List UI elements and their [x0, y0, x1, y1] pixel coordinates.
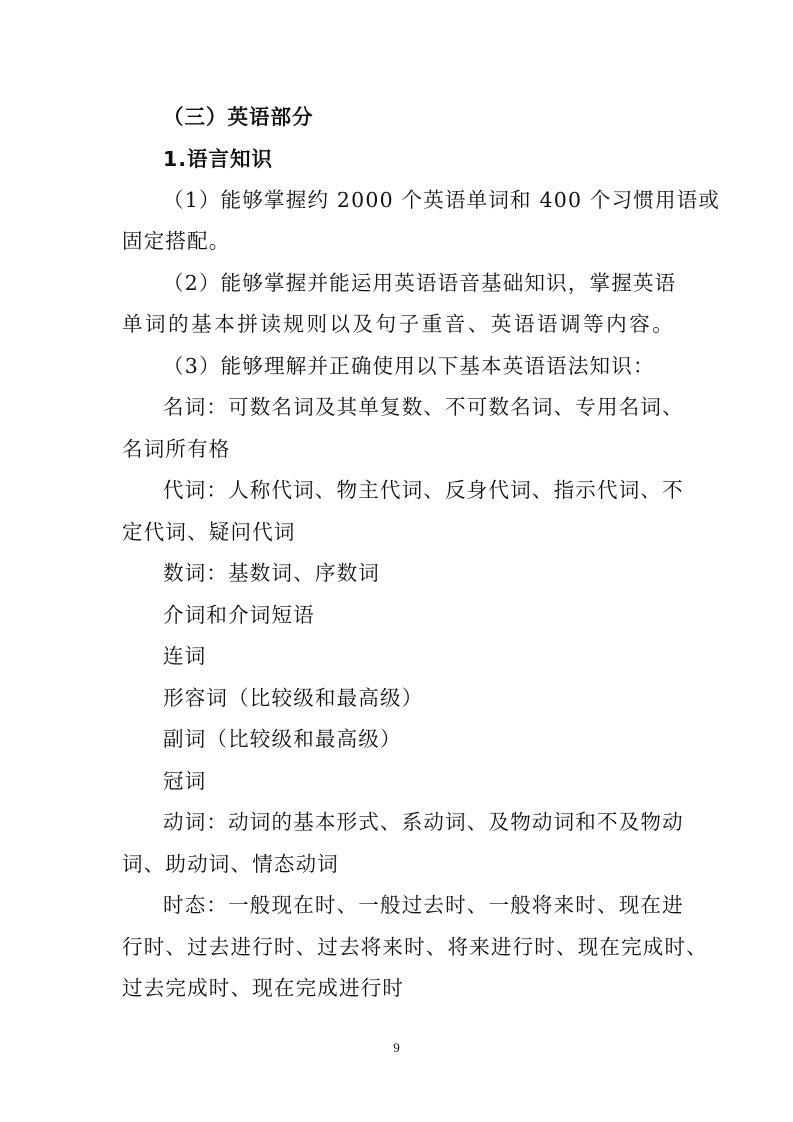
nouns-line-2: 名词所有格: [122, 437, 231, 461]
paragraph-2-line-2: 单词的基本拼读规则以及句子重音、英语语调等内容。: [122, 312, 674, 336]
tenses-line-3: 过去完成时、现在完成进行时: [122, 976, 405, 1000]
adverbs-line: 副词（比较级和最高级）: [163, 727, 402, 751]
paragraph-1-line-1: （1）能够掌握约 2000 个英语单词和 400 个习惯用语或: [163, 188, 721, 212]
pronouns-line-1: 代词：人称代词、物主代词、反身代词、指示代词、不: [163, 478, 684, 502]
paragraph-2-line-1: （2）能够掌握并能运用英语语音基础知识，掌握英语: [163, 271, 677, 295]
subsection-title: 1.语言知识: [163, 147, 274, 171]
section-title: （三）英语部分: [163, 105, 314, 129]
articles-line: 冠词: [163, 769, 207, 793]
verbs-line-2: 词、助动词、情态动词: [122, 852, 339, 876]
numerals-line: 数词：基数词、序数词: [163, 561, 380, 585]
page-number: 9: [393, 1040, 400, 1055]
verbs-line-1: 动词：动词的基本形式、系动词、及物动词和不及物动: [163, 810, 684, 834]
tenses-line-1: 时态：一般现在时、一般过去时、一般将来时、现在进: [163, 893, 684, 917]
adjectives-line: 形容词（比较级和最高级）: [163, 686, 424, 710]
pronouns-line-2: 定代词、疑问代词: [122, 520, 296, 544]
paragraph-3-line-1: （3）能够理解并正确使用以下基本英语语法知识：: [163, 354, 655, 378]
paragraph-1-line-2: 固定搭配。: [122, 229, 231, 253]
conjunctions-line: 连词: [163, 644, 207, 668]
tenses-line-2: 行时、过去进行时、过去将来时、将来进行时、现在完成时、: [122, 935, 708, 959]
nouns-line-1: 名词：可数名词及其单复数、不可数名词、专用名词、: [163, 395, 684, 419]
prepositions-line: 介词和介词短语: [163, 603, 315, 627]
